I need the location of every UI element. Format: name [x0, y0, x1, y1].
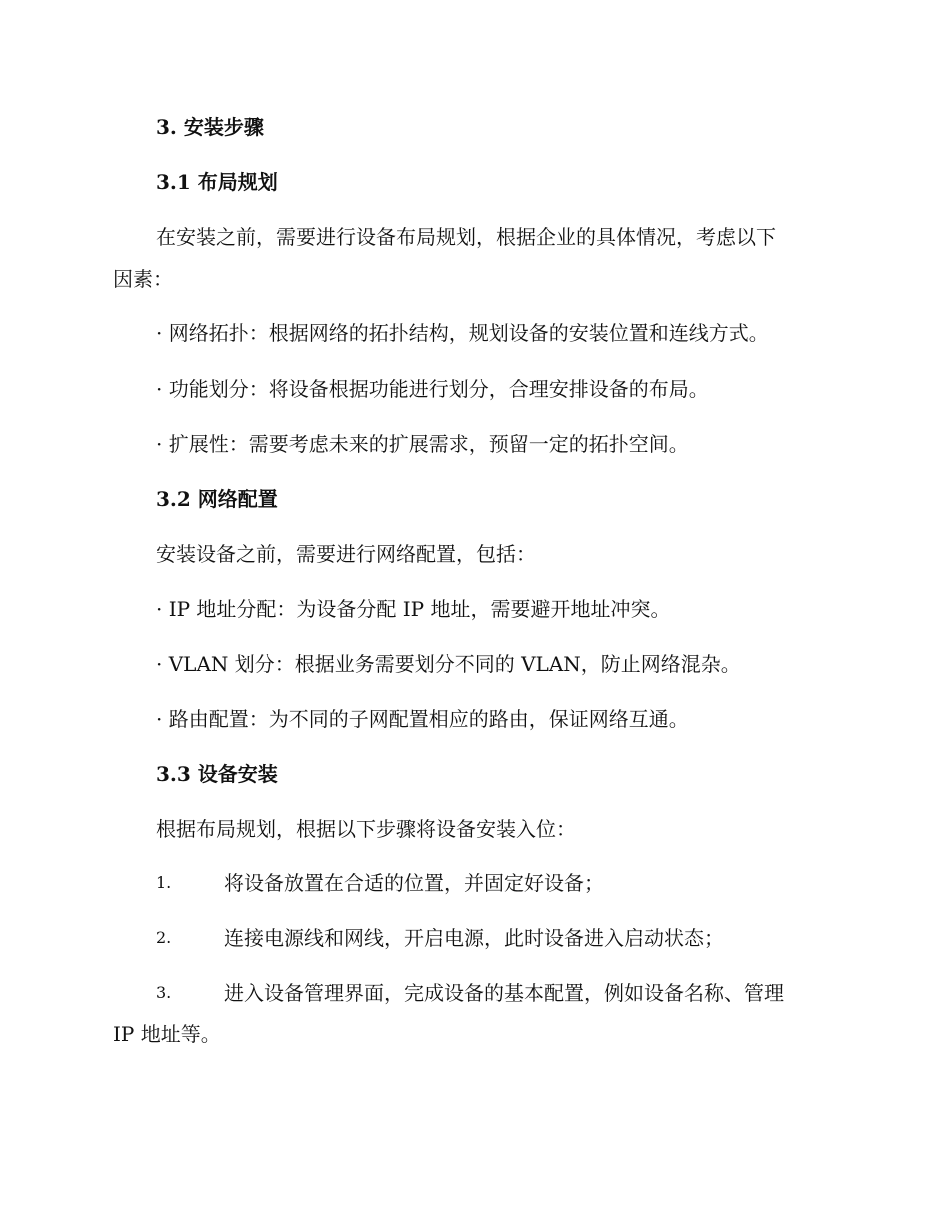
bullet-item: · 网络拓扑：根据网络的拓扑结构，规划设备的安装位置和连线方式。 [156, 321, 769, 345]
step-text: 连接电源线和网线，开启电源，此时设备进入启动状态； [224, 926, 724, 950]
paragraph-line: 因素： [113, 267, 173, 291]
paragraph-line: 根据布局规划，根据以下步骤将设备安装入位： [156, 817, 576, 841]
bullet-item: · 扩展性：需要考虑未来的扩展需求，预留一定的拓扑空间。 [156, 432, 689, 456]
step-number: 3. [156, 983, 172, 1002]
section-heading: 3. 安装步骤 [156, 115, 264, 139]
subsection-heading-3-2: 3.2 网络配置 [156, 487, 278, 511]
step-number: 2. [156, 928, 172, 947]
subsection-heading-3-3: 3.3 设备安装 [156, 762, 278, 786]
bullet-item: · 功能划分：将设备根据功能进行划分，合理安排设备的布局。 [156, 377, 709, 401]
paragraph-line: 在安装之前，需要进行设备布局规划，根据企业的具体情况，考虑以下 [156, 225, 776, 249]
paragraph-line: 安装设备之前，需要进行网络配置，包括： [156, 542, 536, 566]
step-number: 1. [156, 873, 172, 892]
bullet-item: · VLAN 划分：根据业务需要划分不同的 VLAN，防止网络混杂。 [156, 652, 741, 676]
subsection-heading-3-1: 3.1 布局规划 [156, 170, 278, 194]
step-text-continuation: IP 地址等。 [113, 1022, 221, 1046]
bullet-item: · IP 地址分配：为设备分配 IP 地址，需要避开地址冲突。 [156, 597, 671, 621]
bullet-item: · 路由配置：为不同的子网配置相应的路由，保证网络互通。 [156, 707, 689, 731]
step-text: 将设备放置在合适的位置，并固定好设备； [224, 871, 604, 895]
step-text: 进入设备管理界面，完成设备的基本配置，例如设备名称、管理 [224, 981, 784, 1005]
